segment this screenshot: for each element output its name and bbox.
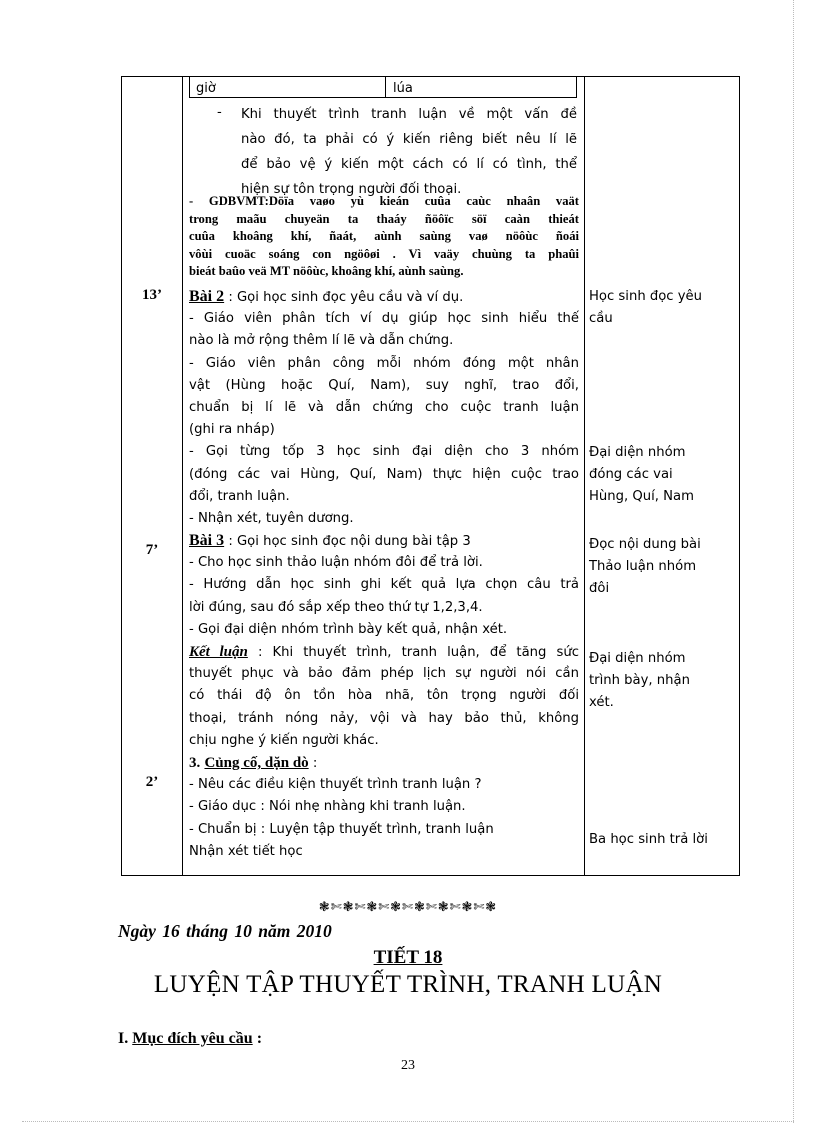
cungco-number: 3. <box>189 754 201 771</box>
text-line: nào là mở rộng thêm lí lẽ và dẫn chứng. <box>189 333 454 349</box>
cungco-colon: : <box>308 755 318 771</box>
bai3-label: Bài 3 <box>189 532 225 550</box>
text-line: chịu nghe ý kiến người khác. <box>189 732 379 748</box>
student-text: Đại diện nhóm <box>589 651 686 666</box>
student-text: Thảo luận nhóm <box>589 559 697 575</box>
text-line: (đóng các vai Hùng, Quí, Nam) thực hiện cuộc trao <box>189 466 579 482</box>
page-number: 23 <box>401 1058 415 1073</box>
lesson-plan-table <box>121 76 740 876</box>
lesson-number: TIẾT 18 <box>373 947 443 968</box>
bullet-line: để bảo vệ ý kiến một cách có lí có tình, thể <box>241 157 577 172</box>
bullet-line: hiện sự tôn trọng người đối thoại. <box>241 182 462 197</box>
gdbvmt-line: bieát baûo veä MT nöôùc, khoâng khí, aùnh saùng. <box>189 264 464 278</box>
section-heading <box>118 1030 262 1048</box>
student-activity-4 <box>589 648 737 715</box>
inner-cell-right: lúa <box>393 81 413 96</box>
gdbvmt-note <box>189 193 579 281</box>
bai3-text: : Gọi học sinh đọc nội dung bài tập 3 <box>224 534 471 550</box>
column-divider-time <box>182 77 183 875</box>
bullet-line: nào đó, ta phải có ý kiến riêng biết nêu lí lẽ <box>241 132 577 147</box>
gdbvmt-line: trong maãu chuyeän ta thaáy ñöôïc söï caàn thieát <box>189 211 579 226</box>
text-line: - Gọi đại diện nhóm trình bày kết quả, nhận xét. <box>189 621 508 637</box>
ketluan-text: : Khi thuyết trình, tranh luận, để tăng sức <box>247 645 579 660</box>
ornament-divider: ❃✄❃✄❃✄❃✄❃✄❃✄❃✄❃ <box>318 900 498 915</box>
text-line: - Nêu các điều kiện thuyết trình tranh luận ? <box>189 777 482 793</box>
cungco-label: Củng cố, dặn dò <box>204 754 309 771</box>
cungco-heading <box>189 752 579 774</box>
page-border-bottom <box>22 1121 794 1122</box>
text-line: thoại, tránh nóng nảy, vội và hay bảo thủ, không <box>189 710 579 726</box>
text-line: - Giáo viên phân tích ví dụ giúp học sinh hiểu thế <box>189 311 579 327</box>
text-line: (ghi ra nháp) <box>189 422 275 438</box>
gdbvmt-line: vôùi cuoäc soáng con ngöôøi . Vì vaäy chuùng ta phaûi <box>189 246 579 261</box>
student-text: cầu <box>589 311 613 327</box>
page-border-right <box>793 0 794 1123</box>
lesson-title: LUYỆN TẬP THUYẾT TRÌNH, TRANH LUẬN <box>153 971 663 998</box>
activity-column <box>189 286 579 863</box>
student-text: Ba học sinh trả lời <box>589 832 708 847</box>
text-line: chuẩn bị lí lẽ và dẫn chứng cho cuộc tranh luận <box>189 399 579 415</box>
bai2-label: Bài 2 <box>189 288 225 305</box>
text-line: - Nhận xét, tuyên dương. <box>189 510 354 526</box>
section-label: Mục đích yêu cầu <box>132 1030 253 1047</box>
student-text: Đại diện nhóm <box>589 445 686 460</box>
text-line: - Gọi từng tốp 3 học sinh đại diện cho 3 nhóm <box>189 444 579 460</box>
student-text: đôi <box>589 581 610 597</box>
student-text: trình bày, nhận <box>589 673 690 689</box>
section-colon: : <box>252 1030 263 1047</box>
student-text: Học sinh đọc yêu <box>589 289 703 304</box>
student-activity-5 <box>589 829 737 851</box>
gdbvmt-line: cuûa khoâng khí, ñaát, aùnh saùng vaø nöôùc ñoái <box>189 229 579 243</box>
text-line: - Giáo viên phân công mỗi nhóm đóng một nhân <box>189 355 579 371</box>
student-text: Đọc nội dung bài <box>589 537 701 552</box>
date-line: Ngày 16 tháng 10 năm 2010 <box>118 921 332 941</box>
student-text: đóng các vai <box>589 467 673 483</box>
time-13: 13’ <box>142 287 162 303</box>
bai2-text: : Gọi học sinh đọc yêu cầu và ví dụ. <box>224 290 464 305</box>
student-text: Hùng, Quí, Nam <box>589 489 694 505</box>
bullet-line: Khi thuyết trình tranh luận về một vấn đề <box>241 107 577 122</box>
section-number: I. <box>118 1030 129 1047</box>
time-7: 7’ <box>145 542 159 558</box>
bullet-dash: - <box>217 105 222 120</box>
text-line: vật (Hùng hoặc Quí, Nam), suy nghĩ, trao đổi, <box>189 377 579 393</box>
gdbvmt-line: - GDBVMT:Döïa vaøo yù kieán cuûa caùc nhaân vaät <box>189 194 579 208</box>
inner-table-row <box>189 76 577 98</box>
text-line: có thái độ ôn tồn hòa nhã, tôn trọng người đối <box>189 688 579 704</box>
ketluan-label: Kết luận <box>189 644 248 660</box>
student-activity-3 <box>589 534 737 601</box>
bullet-block <box>189 102 579 202</box>
bai2-heading <box>189 286 579 308</box>
time-2: 2’ <box>145 774 159 790</box>
text-line: đổi, tranh luận. <box>189 488 290 504</box>
ketluan-heading <box>189 641 579 663</box>
text-line: - Cho học sinh thảo luận nhóm đôi để trả lời. <box>189 555 483 571</box>
text-line: - Chuẩn bị : Luyện tập thuyết trình, tranh luận <box>189 821 494 837</box>
student-activity-2 <box>589 442 737 509</box>
student-activity-1 <box>589 286 737 330</box>
text-line: - Hướng dẫn học sinh ghi kết quả lựa chọn câu trả <box>189 577 579 593</box>
text-line: thuyết phục và bảo đảm phép lịch sự người nói cần <box>189 666 579 682</box>
text-line: Nhận xét tiết học <box>189 843 303 859</box>
inner-cell-left: giờ <box>196 81 216 96</box>
text-line: - Giáo dục : Nói nhẹ nhàng khi tranh luận. <box>189 799 466 815</box>
student-text: xét. <box>589 695 614 711</box>
inner-cell-divider <box>385 76 386 97</box>
column-divider-student <box>584 77 585 875</box>
text-line: lời đúng, sau đó sắp xếp theo thứ tự 1,2,3,4. <box>189 599 483 615</box>
bai3-heading <box>189 530 579 552</box>
